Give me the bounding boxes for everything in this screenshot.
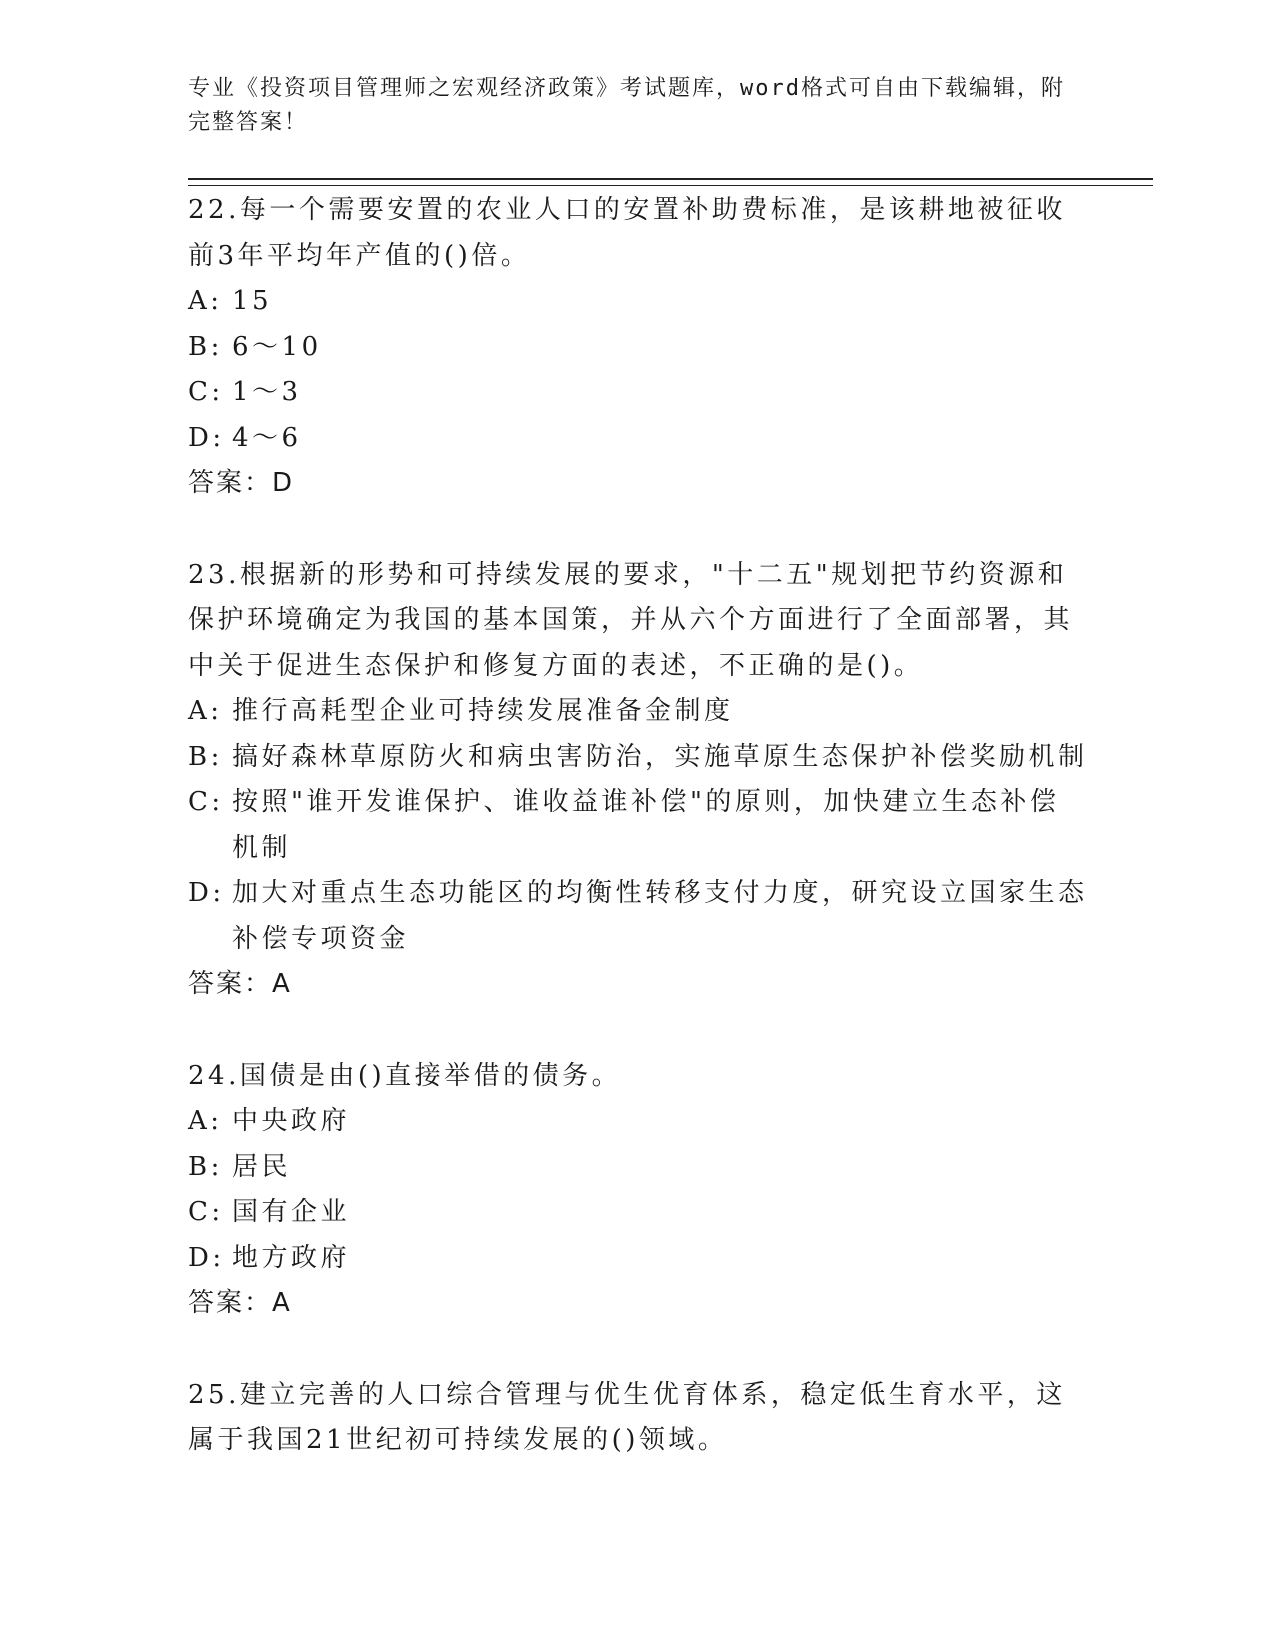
option-d — [188, 871, 1088, 962]
option-text: 4～6 — [232, 422, 302, 453]
option-c — [188, 780, 1088, 871]
question-23 — [188, 553, 1088, 1008]
question-list — [188, 188, 1088, 1510]
option-key: B: — [188, 331, 223, 362]
question-text: 23.根据新的形势和可持续发展的要求，"十二五"规划把节约资源和保护环境确定为我国的基本国策，并从六个方面进行了全面部署，其中关于促进生态保护和修复方面的表述，不正确的是()。 — [188, 559, 1074, 681]
option-text: 1～3 — [232, 377, 302, 407]
question-text: 22.每一个需要安置的农业人口的安置补助费标准，是该耕地被征收前3年平均年产值的()倍。 — [188, 195, 1066, 271]
option-key: A: — [188, 286, 223, 316]
option-key: C: — [188, 1197, 224, 1227]
option-key: A: — [188, 696, 223, 726]
option-b — [188, 325, 1088, 371]
option-key: D: — [188, 422, 225, 453]
option-c — [188, 1190, 1088, 1236]
option-a — [188, 279, 1088, 325]
option-text: 加大对重点生态功能区的均衡性转移支付力度，研究设立国家生态补偿专项资金 — [232, 878, 1088, 954]
header-divider — [188, 178, 1153, 186]
option-b — [188, 735, 1088, 781]
option-text: 地方政府 — [232, 1242, 351, 1273]
option-text: 15 — [232, 286, 273, 316]
answer-line: 答案：A — [188, 1288, 292, 1318]
option-text: 国有企业 — [232, 1197, 351, 1227]
answer-line: 答案：A — [188, 969, 292, 999]
option-key: B: — [188, 1151, 223, 1182]
option-key: D: — [188, 1242, 225, 1273]
option-key: C: — [188, 787, 224, 817]
question-text: 25.建立完善的人口综合管理与优生优育体系，稳定低生育水平，这属于我国21世纪初可持续发展的()领域。 — [188, 1379, 1066, 1455]
option-a — [188, 1099, 1088, 1145]
option-text: 推行高耗型企业可持续发展准备金制度 — [232, 696, 734, 726]
option-d — [188, 1236, 1088, 1282]
option-text: 6～10 — [232, 331, 322, 362]
question-text: 24.国债是由()直接举借的债务。 — [188, 1060, 622, 1091]
option-key: A: — [188, 1106, 223, 1136]
question-25 — [188, 1373, 1088, 1464]
question-24 — [188, 1054, 1088, 1327]
option-a — [188, 689, 1088, 735]
answer-line: 答案：D — [188, 468, 295, 498]
option-key: C: — [188, 377, 224, 407]
option-key: B: — [188, 741, 223, 772]
option-text: 按照"谁开发谁保护、谁收益谁补偿"的原则，加快建立生态补偿机制 — [232, 787, 1060, 863]
option-b — [188, 1145, 1088, 1191]
option-text: 搞好森林草原防火和病虫害防治，实施草原生态保护补偿奖励机制 — [232, 741, 1088, 772]
option-text: 中央政府 — [232, 1106, 351, 1136]
option-c — [188, 370, 1088, 416]
document-header: 专业《投资项目管理师之宏观经济政策》考试题库，word格式可自由下载编辑，附完整答案！ — [188, 76, 1065, 135]
option-text: 居民 — [232, 1151, 292, 1182]
option-d — [188, 416, 1088, 462]
question-22 — [188, 188, 1088, 507]
option-key: D: — [188, 878, 225, 908]
